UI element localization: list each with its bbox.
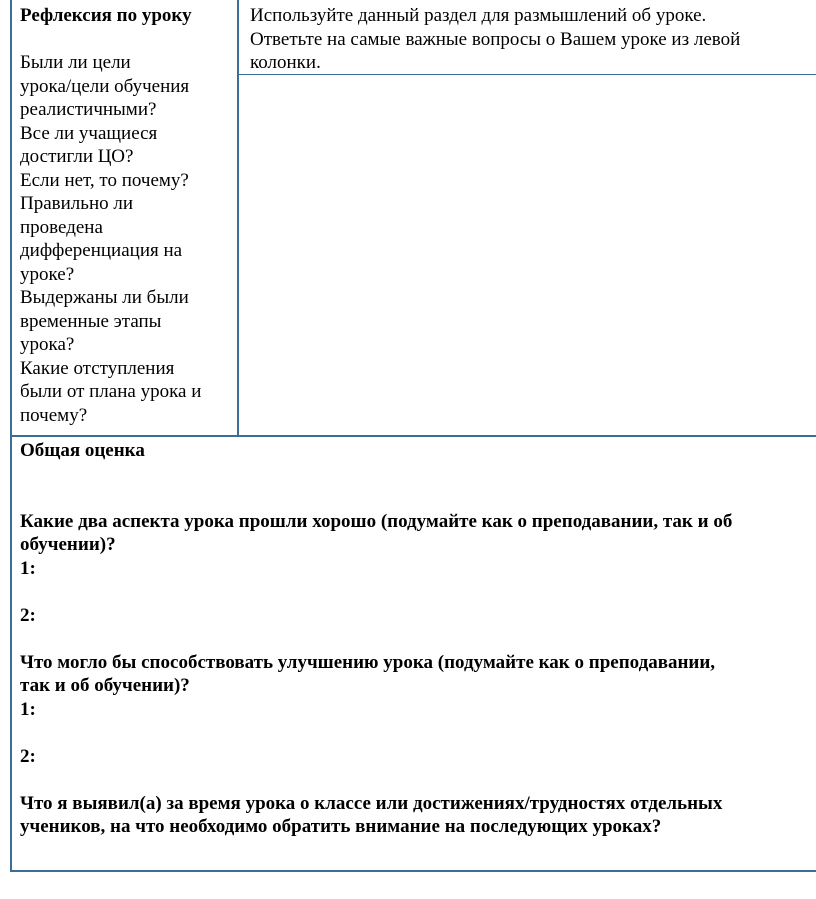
summary-heading: Общая оценка [20, 440, 145, 461]
summary-question-2: Что могло бы способствовать улучшению урока (подумайте как о преподавании, так и об обучении)? [20, 651, 716, 696]
summary-q1-item-1: 1: [20, 557, 36, 579]
summary-question-1: Какие два аспекта урока прошли хорошо (подумайте как о преподавании, так и об обучении)? [20, 510, 733, 555]
summary-q2-item-2: 2: [20, 745, 36, 767]
reflection-heading: Рефлексия по уроку [20, 5, 192, 26]
table-bottom-border [10, 870, 816, 872]
reflection-answer-area[interactable] [239, 76, 816, 435]
summary-q1-item-2: 2: [20, 604, 36, 626]
summary-cell [20, 439, 816, 839]
reflection-instruction: Используйте данный раздел для размышлений об уроке. Ответьте на самые важные вопросы о Вашем уроке из левой колонки. [250, 5, 741, 73]
reflection-instruction-cell [250, 4, 816, 75]
reflection-questions: Были ли цели урока/цели обучения реалистичными? Все ли учащиеся достигли ЦО? Если нет, то почему? Правильно ли проведена дифференциация на уроке? Выдержаны ли были временные этапы урока? Какие отступления были от плана урока и почему? [20, 52, 202, 426]
summary-question-3: Что я выявил(а) за время урока о классе или достижениях/трудностях отдельных учеников, на что необходимо обратить внимание на последующих уроках? [20, 792, 723, 837]
lesson-reflection-table [10, 0, 816, 872]
row-divider-summary [10, 435, 816, 437]
summary-q2-item-1: 1: [20, 698, 36, 720]
reflection-questions-cell [20, 4, 235, 427]
